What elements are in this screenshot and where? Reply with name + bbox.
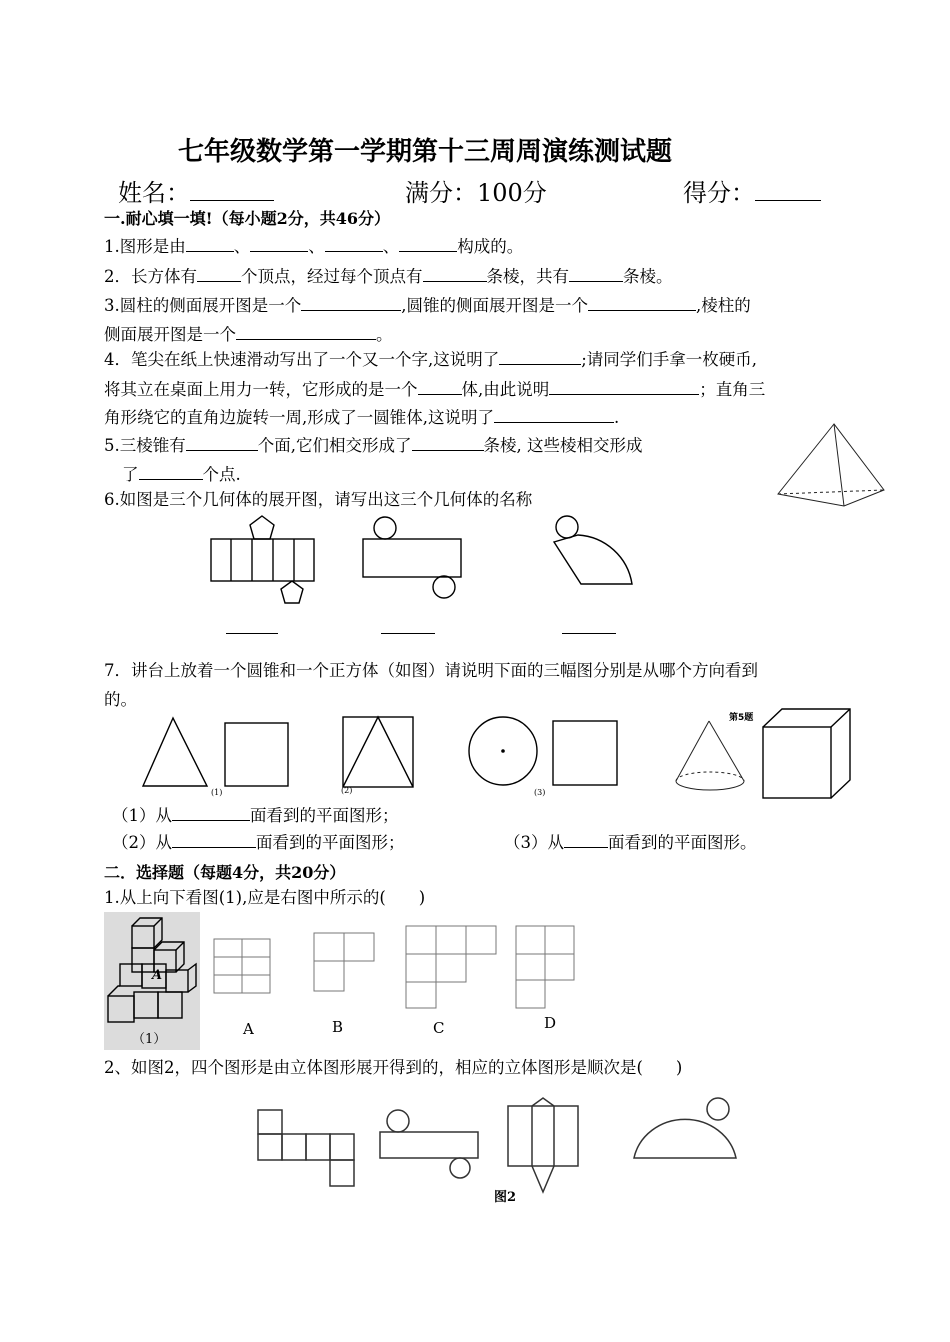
answer-blank[interactable]: [301, 292, 401, 311]
cube-stack-label: （1）: [132, 1032, 167, 1047]
option-b-label[interactable]: B: [332, 1018, 344, 1036]
answer-blank[interactable]: [197, 263, 241, 282]
q7-answer-2: （2）从 面看到的平面图形；: [112, 829, 405, 855]
figure2-cone-net: [628, 1094, 740, 1164]
choice-question-1: 1.从上向下看图(1),应是右图中所示的( ): [104, 888, 426, 907]
page-title: 七年级数学第一学期第十三周周演练测试题: [178, 137, 673, 167]
answer-blank[interactable]: [423, 263, 487, 282]
cone-figure: [672, 715, 752, 795]
answer-blank[interactable]: [418, 376, 462, 395]
answer-blank[interactable]: [399, 233, 457, 252]
question-5-cont: 了 个点.: [122, 461, 241, 487]
option-d-label[interactable]: D: [544, 1014, 557, 1032]
answer-blank[interactable]: [564, 829, 608, 848]
question-5: 5.三棱锥有 个面,它们相交形成了 条棱, 这些棱相交形成: [104, 432, 643, 458]
option-c-label[interactable]: C: [433, 1019, 445, 1037]
question-2: 2．长方体有 个顶点，经过每个顶点有 条棱，共有 条棱。: [104, 263, 673, 289]
score-blank[interactable]: [755, 182, 821, 201]
option-b-grid: [312, 931, 378, 995]
answer-blank[interactable]: [569, 263, 623, 282]
answer-blank[interactable]: [172, 802, 250, 821]
question-1: 1.图形是由 、 、 、 构成的。: [104, 233, 523, 259]
question-3-cont: 侧面展开图是一个 。: [104, 321, 393, 347]
question-4: 4．笔尖在纸上快速滑动写出了一个又一个字,这说明了 ;请同学们手拿一枚硬币,: [104, 346, 757, 372]
net-answer-blank[interactable]: [381, 633, 435, 634]
name-label: 姓名：: [118, 179, 190, 207]
pentagonal-prism-net: [208, 514, 318, 606]
option-a-grid: [212, 937, 274, 995]
question-7-cont: 的。: [104, 690, 137, 709]
figure-5-title: 第5题: [729, 713, 754, 723]
option-d-grid: [514, 924, 578, 1010]
answer-blank[interactable]: [588, 292, 696, 311]
answer-blank[interactable]: [549, 376, 699, 395]
pyramid-figure: [772, 418, 892, 510]
cube-stack-image: [104, 912, 200, 1050]
answer-blank[interactable]: [412, 432, 484, 451]
cone-net: [548, 514, 638, 594]
fig-label-2: (2): [341, 786, 353, 795]
answer-blank[interactable]: [250, 233, 308, 252]
net-answer-blank[interactable]: [226, 633, 278, 634]
answer-blank[interactable]: [325, 233, 383, 252]
answer-blank[interactable]: [186, 233, 234, 252]
cube-letter-a: A: [152, 968, 163, 983]
answer-blank[interactable]: [186, 432, 258, 451]
view-2-square-triangle: [340, 714, 416, 790]
option-c-grid: [404, 924, 500, 1010]
view-3-circle: [466, 714, 542, 790]
question-3: 3.圆柱的侧面展开图是一个 ,圆锥的侧面展开图是一个 ,棱柱的: [104, 292, 751, 318]
net-answer-blank[interactable]: [562, 633, 616, 634]
answer-blank[interactable]: [139, 461, 203, 480]
q7-answer-1: （1）从 面看到的平面图形；: [112, 802, 399, 828]
q7-answer-3: （3）从 面看到的平面图形。: [504, 829, 757, 855]
cylinder-net: [360, 514, 470, 594]
view-3-square: [550, 718, 622, 790]
score-label: 得分：: [683, 179, 755, 207]
cube-figure: [760, 706, 856, 802]
answer-blank[interactable]: [499, 346, 581, 365]
question-4-cont2: 角形绕它的直角边旋转一周,形成了一圆锥体,这说明了 .: [104, 404, 619, 430]
section1-heading: 一.耐心填一填!（每小题2分，共46分）: [104, 209, 390, 228]
view-1-triangle: [140, 715, 223, 797]
question-7: 7．讲台上放着一个圆锥和一个正方体（如图）请说明下面的三幅图分别是从哪个方向看到: [104, 661, 758, 680]
choice-question-2: 2、如图2，四个图形是由立体图形展开得到的，相应的立体图形是顺次是( ): [104, 1058, 683, 1077]
question-6: 6.如图是三个几何体的展开图，请写出这三个几何体的名称: [104, 490, 533, 509]
answer-blank[interactable]: [172, 829, 256, 848]
figure2-caption: 图2: [494, 1190, 517, 1205]
name-field: [118, 173, 274, 208]
answer-blank[interactable]: [494, 404, 614, 423]
figure2-cube-net: [256, 1108, 360, 1188]
view-1-square: [222, 720, 292, 790]
fig-label-1: (1): [211, 788, 223, 797]
score-field: [683, 173, 821, 208]
figure2-cylinder-net: [376, 1108, 482, 1180]
fig-label-3: (3): [534, 788, 546, 797]
question-4-cont: 将其立在桌面上用力一转，它形成的是一个 体,由此说明 ；直角三: [104, 376, 765, 402]
answer-blank[interactable]: [236, 321, 376, 340]
name-blank[interactable]: [190, 182, 274, 201]
section2-heading: 二．选择题（每题4分，共20分）: [104, 863, 346, 882]
option-a-label[interactable]: A: [243, 1020, 254, 1038]
full-score-label: 满分：100分: [405, 179, 547, 207]
